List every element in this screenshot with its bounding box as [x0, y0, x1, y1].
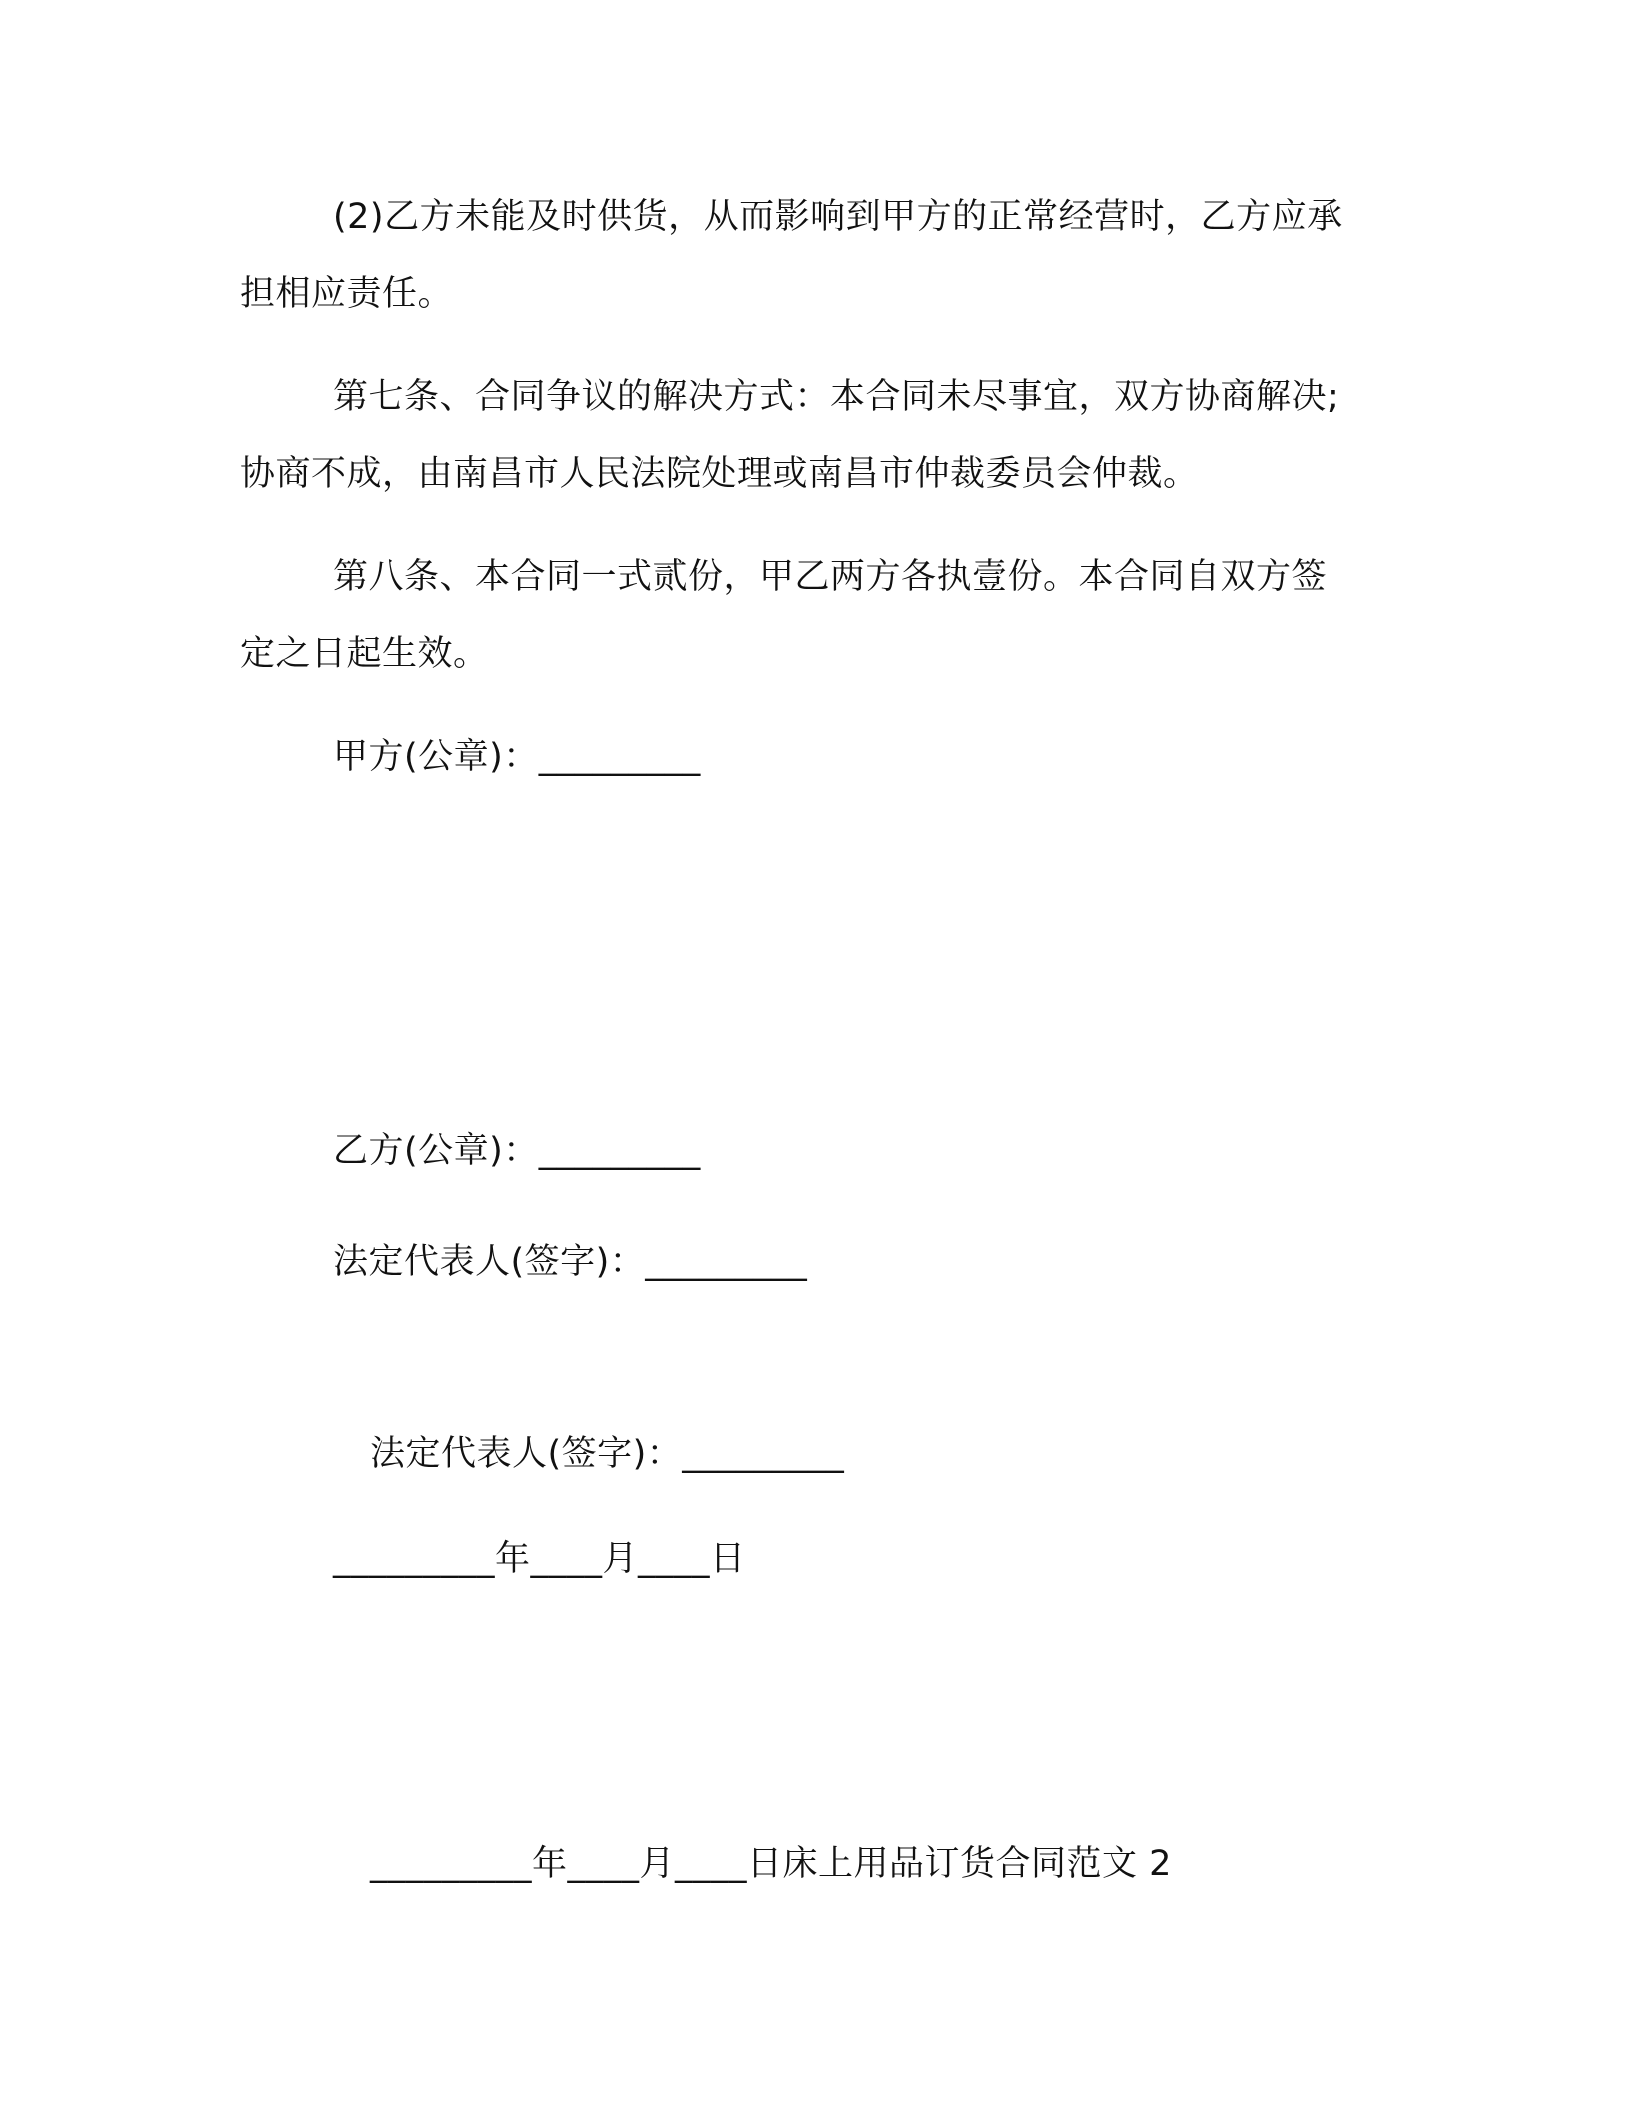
clause-8-line-2: 定之日起生效。: [240, 634, 489, 674]
legal-rep-signature-line-2: 法定代表人(签字)：_________: [370, 1434, 845, 1474]
party-a-seal-line: 甲方(公章)：_________: [333, 737, 701, 777]
legal-rep-signature-line-1: 法定代表人(签字)：_________: [333, 1242, 808, 1282]
date-line: _________年____月____日: [333, 1539, 746, 1579]
party-b-seal-line: 乙方(公章)：_________: [333, 1131, 701, 1171]
clause-6-2-line-2: 担相应责任。: [240, 274, 454, 314]
clause-7-line-1: 第七条、合同争议的解决方式：本合同未尽事宜，双方协商解决;: [333, 377, 1340, 417]
date-and-next-title-line: _________年____月____日床上用品订货合同范文 2: [370, 1844, 1172, 1884]
clause-6-2-line-1: (2)乙方未能及时供货，从而影响到甲方的正常经营时，乙方应承: [333, 197, 1343, 237]
clause-7-line-2: 协商不成，由南昌市人民法院处理或南昌市仲裁委员会仲裁。: [240, 454, 1199, 494]
clause-8-line-1: 第八条、本合同一式贰份，甲乙两方各执壹份。本合同自双方签: [333, 557, 1328, 597]
